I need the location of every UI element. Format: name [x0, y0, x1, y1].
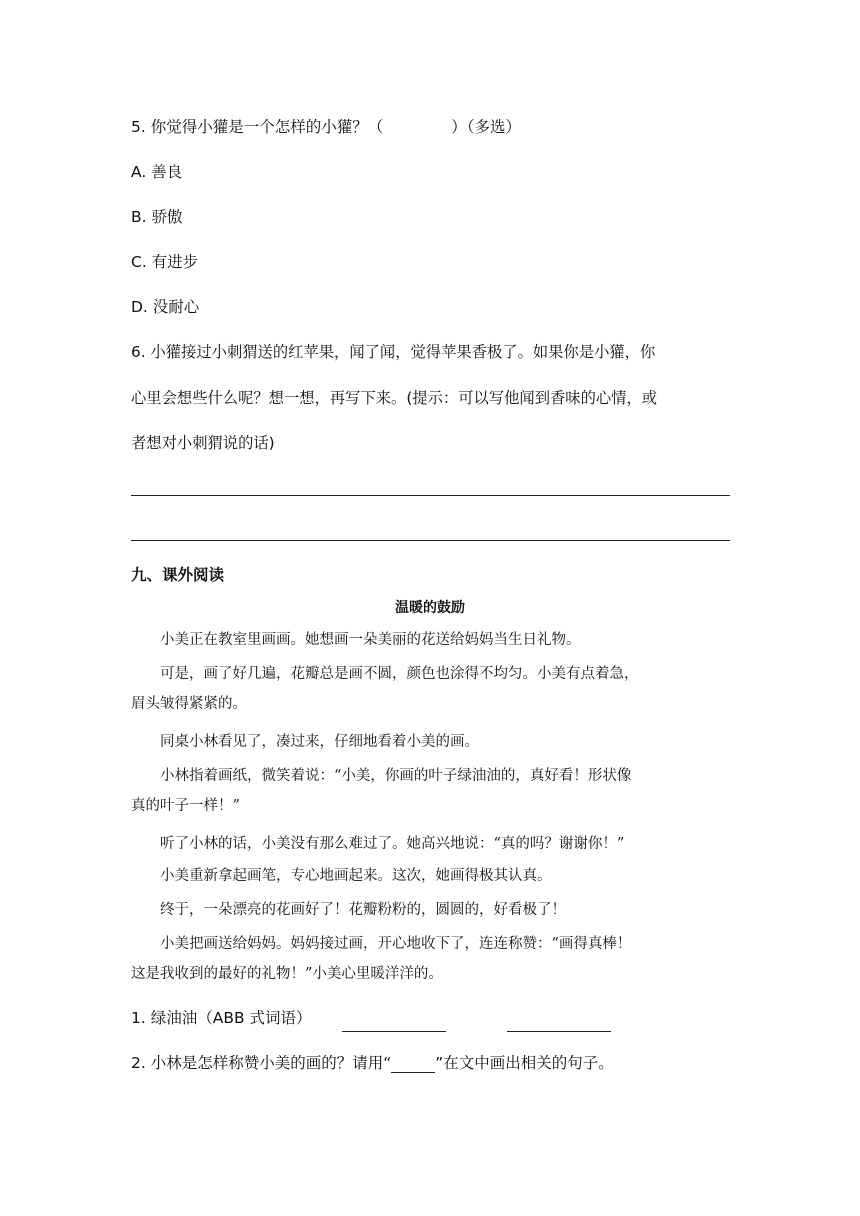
r2-stem-after: ”在文中画出相关的句子。 — [435, 1054, 614, 1072]
passage-line: 同桌小林看见了，凑过来，仔细地看着小美的画。 — [160, 734, 479, 750]
q6-line-3: 者想对小刺猬说的话) — [131, 434, 275, 452]
r2-underline-mark — [391, 1054, 435, 1073]
passage-line: 听了小林的话，小美没有那么难过了。她高兴地说：“真的吗？谢谢你！” — [160, 836, 625, 852]
q5-option-d: D. 没耐心 — [131, 298, 200, 316]
passage-line: 小美正在教室里画画。她想画一朵美丽的花送给妈妈当生日礼物。 — [160, 632, 581, 648]
passage-line: 终于，一朵漂亮的花画好了！花瓣粉粉的，圆圆的，好看极了！ — [160, 902, 566, 918]
passage-line: 这是我收到的最好的礼物！”小美心里暖洋洋的。 — [131, 966, 443, 982]
q5-option-b: B. 骄傲 — [131, 208, 183, 226]
r2-stem — [131, 1053, 614, 1073]
q5-stem — [131, 117, 521, 137]
passage-title: 温暖的鼓励 — [395, 600, 465, 616]
q5-option-c: C. 有进步 — [131, 253, 199, 271]
r1-stem — [131, 1008, 312, 1028]
q5-stem-end: ）（多选） — [451, 118, 521, 136]
passage-line: 真的叶子一样！” — [131, 798, 240, 814]
r1-stem-text: 1. 绿油油（ABB 式词语） — [131, 1009, 312, 1027]
r1-blank-1[interactable] — [342, 1011, 446, 1032]
answer-line-2[interactable] — [131, 540, 730, 541]
q5-option-a: A. 善良 — [131, 163, 183, 181]
passage-line: 小林指着画纸，微笑着说：“小美，你画的叶子绿油油的，真好看！形状像 — [160, 768, 632, 784]
q6-line-1: 6. 小獾接过小刺猬送的红苹果，闻了闻，觉得苹果香极了。如果你是小獾，你 — [131, 343, 656, 361]
r2-stem-before: 2. 小林是怎样称赞小美的画的？请用“ — [131, 1054, 392, 1072]
section-title: 九、课外阅读 — [131, 566, 225, 584]
q6-line-2: 心里会想些什么呢？想一想，再写下来。(提示：可以写他闻到香味的心情，或 — [131, 389, 658, 407]
answer-line-1[interactable] — [131, 495, 730, 496]
r1-blank-2[interactable] — [507, 1011, 611, 1032]
q5-stem-text: 5. 你觉得小獾是一个怎样的小獾？（ — [131, 118, 384, 136]
passage-line: 眉头皱得紧紧的。 — [131, 696, 247, 712]
passage-line: 小美重新拿起画笔，专心地画起来。这次，她画得极其认真。 — [160, 868, 552, 884]
passage-line: 小美把画送给妈妈。妈妈接过画，开心地收下了，连连称赞：“画得真棒！ — [160, 936, 632, 952]
passage-line: 可是，画了好几遍，花瓣总是画不圆，颜色也涂得不均匀。小美有点着急， — [160, 666, 639, 682]
